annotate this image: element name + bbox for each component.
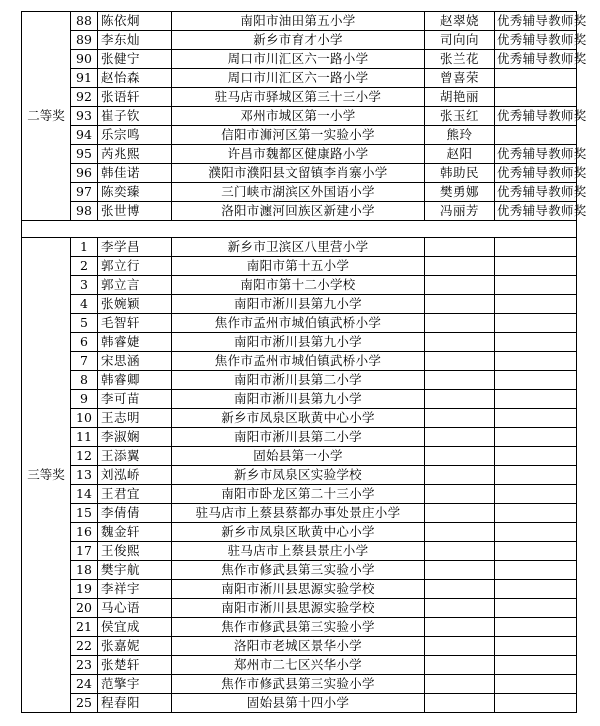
teacher-cell [425, 447, 495, 466]
honor-cell [495, 580, 577, 599]
school-cell: 周口市川汇区六一路小学 [172, 50, 425, 69]
teacher-cell [425, 352, 495, 371]
table-row [22, 675, 577, 694]
student-name-cell: 乐宗鸣 [98, 126, 172, 145]
student-name-cell: 王添翼 [98, 447, 172, 466]
honor-cell [495, 371, 577, 390]
school-cell: 南阳市淅川县思源实验学校 [172, 599, 425, 618]
teacher-cell: 胡艳丽 [425, 88, 495, 107]
honor-cell [495, 295, 577, 314]
table-row [22, 333, 577, 352]
table-row [22, 694, 577, 713]
school-cell: 新乡市凤泉区实验学校 [172, 466, 425, 485]
honor-cell [495, 257, 577, 276]
school-cell: 驻马店市驿城区第三十三小学 [172, 88, 425, 107]
teacher-cell [425, 314, 495, 333]
student-name-cell: 韩睿卿 [98, 371, 172, 390]
honor-cell [495, 504, 577, 523]
table-row [22, 352, 577, 371]
school-cell: 邓州市城区第一小学 [172, 107, 425, 126]
number-cell: 1 [71, 238, 98, 257]
table-row [22, 257, 577, 276]
teacher-cell: 张兰花 [425, 50, 495, 69]
table-row [22, 504, 577, 523]
student-name-cell: 韩佳诺 [98, 164, 172, 183]
table-row [22, 599, 577, 618]
table-row [22, 523, 577, 542]
student-name-cell: 韩睿婕 [98, 333, 172, 352]
student-name-cell: 宋思涵 [98, 352, 172, 371]
school-cell: 南阳市淅川县第九小学 [172, 295, 425, 314]
number-cell: 8 [71, 371, 98, 390]
honor-cell [495, 637, 577, 656]
teacher-cell [425, 295, 495, 314]
student-name-cell: 芮兆熙 [98, 145, 172, 164]
honor-cell [495, 618, 577, 637]
student-name-cell: 李淑娴 [98, 428, 172, 447]
table-row [22, 295, 577, 314]
teacher-cell: 张玉红 [425, 107, 495, 126]
teacher-cell [425, 409, 495, 428]
school-cell: 濮阳市濮阳县文留镇李肖寨小学 [172, 164, 425, 183]
number-cell: 91 [71, 69, 98, 88]
honor-cell: 优秀辅导教师奖 [495, 202, 577, 221]
number-cell: 21 [71, 618, 98, 637]
school-cell: 固始县第一小学 [172, 447, 425, 466]
table-row [22, 145, 577, 164]
teacher-cell [425, 276, 495, 295]
honor-cell [495, 126, 577, 145]
table-row [22, 542, 577, 561]
honor-cell [495, 466, 577, 485]
teacher-cell: 赵阳 [425, 145, 495, 164]
school-cell: 新乡市卫滨区八里营小学 [172, 238, 425, 257]
student-name-cell: 李可苗 [98, 390, 172, 409]
teacher-cell [425, 257, 495, 276]
number-cell: 88 [71, 12, 98, 31]
teacher-cell [425, 618, 495, 637]
honor-cell [495, 523, 577, 542]
teacher-cell: 冯丽芳 [425, 202, 495, 221]
number-cell: 6 [71, 333, 98, 352]
school-cell: 信阳市浉河区第一实验小学 [172, 126, 425, 145]
honor-cell [495, 238, 577, 257]
school-cell: 许昌市魏都区健康路小学 [172, 145, 425, 164]
number-cell: 22 [71, 637, 98, 656]
school-cell: 南阳市淅川县第二小学 [172, 371, 425, 390]
number-cell: 3 [71, 276, 98, 295]
table-row [22, 561, 577, 580]
table-row [22, 371, 577, 390]
table-row [22, 390, 577, 409]
table-row [22, 485, 577, 504]
table-row [22, 276, 577, 295]
honor-cell: 优秀辅导教师奖 [495, 50, 577, 69]
student-name-cell: 李东灿 [98, 31, 172, 50]
school-cell: 南阳市第十五小学 [172, 257, 425, 276]
number-cell: 96 [71, 164, 98, 183]
honor-cell [495, 542, 577, 561]
student-name-cell: 王志明 [98, 409, 172, 428]
teacher-cell: 韩助民 [425, 164, 495, 183]
number-cell: 17 [71, 542, 98, 561]
teacher-cell [425, 238, 495, 257]
teacher-cell [425, 675, 495, 694]
teacher-cell: 曾喜荣 [425, 69, 495, 88]
school-cell: 郑州市二七区兴华小学 [172, 656, 425, 675]
teacher-cell [425, 656, 495, 675]
number-cell: 11 [71, 428, 98, 447]
honor-cell: 优秀辅导教师奖 [495, 145, 577, 164]
student-name-cell: 侯宜成 [98, 618, 172, 637]
number-cell: 97 [71, 183, 98, 202]
student-name-cell: 张语轩 [98, 88, 172, 107]
student-name-cell: 陈依炯 [98, 12, 172, 31]
table-row [22, 164, 577, 183]
separator-cell [22, 221, 577, 238]
table-row [22, 618, 577, 637]
teacher-cell [425, 390, 495, 409]
honor-cell [495, 485, 577, 504]
student-name-cell: 范擎宇 [98, 675, 172, 694]
number-cell: 98 [71, 202, 98, 221]
teacher-cell [425, 561, 495, 580]
table-row [22, 447, 577, 466]
honor-cell [495, 561, 577, 580]
honor-cell: 优秀辅导教师奖 [495, 164, 577, 183]
school-cell: 南阳市卧龙区第二十三小学 [172, 485, 425, 504]
school-cell: 新乡市凤泉区耿黄中心小学 [172, 523, 425, 542]
number-cell: 94 [71, 126, 98, 145]
award-level-cell: 二等奖 [22, 12, 71, 221]
table-row [22, 50, 577, 69]
student-name-cell: 郭立言 [98, 276, 172, 295]
student-name-cell: 赵怡森 [98, 69, 172, 88]
honor-cell [495, 88, 577, 107]
number-cell: 12 [71, 447, 98, 466]
honor-cell [495, 276, 577, 295]
student-name-cell: 李学昌 [98, 238, 172, 257]
award-list-sheet [21, 11, 587, 713]
teacher-cell [425, 333, 495, 352]
award-level-cell: 三等奖 [22, 238, 71, 713]
student-name-cell: 程春阳 [98, 694, 172, 713]
teacher-cell [425, 371, 495, 390]
number-cell: 95 [71, 145, 98, 164]
student-name-cell: 马心语 [98, 599, 172, 618]
award-table-body [22, 12, 587, 713]
teacher-cell: 司向向 [425, 31, 495, 50]
teacher-cell [425, 599, 495, 618]
number-cell: 16 [71, 523, 98, 542]
student-name-cell: 王君宜 [98, 485, 172, 504]
school-cell: 焦作市孟州市城伯镇武桥小学 [172, 352, 425, 371]
student-name-cell: 李倩倩 [98, 504, 172, 523]
number-cell: 4 [71, 295, 98, 314]
table-row [22, 12, 577, 31]
student-name-cell: 张世博 [98, 202, 172, 221]
number-cell: 89 [71, 31, 98, 50]
number-cell: 25 [71, 694, 98, 713]
school-cell: 南阳市淅川县思源实验学校 [172, 580, 425, 599]
table-row [22, 409, 577, 428]
teacher-cell [425, 466, 495, 485]
honor-cell [495, 314, 577, 333]
school-cell: 驻马店市上蔡县蔡都办事处景庄小学 [172, 504, 425, 523]
school-cell: 新乡市凤泉区耿黄中心小学 [172, 409, 425, 428]
table-row [22, 656, 577, 675]
teacher-cell [425, 485, 495, 504]
school-cell: 焦作市孟州市城伯镇武桥小学 [172, 314, 425, 333]
school-cell: 周口市川汇区六一路小学 [172, 69, 425, 88]
teacher-cell [425, 504, 495, 523]
number-cell: 90 [71, 50, 98, 69]
student-name-cell: 张楚轩 [98, 656, 172, 675]
school-cell: 焦作市修武县第三实验小学 [172, 618, 425, 637]
student-name-cell: 郭立行 [98, 257, 172, 276]
honor-cell: 优秀辅导教师奖 [495, 107, 577, 126]
table-row [22, 107, 577, 126]
teacher-cell [425, 694, 495, 713]
school-cell: 南阳市油田第五小学 [172, 12, 425, 31]
number-cell: 10 [71, 409, 98, 428]
honor-cell [495, 333, 577, 352]
teacher-cell [425, 580, 495, 599]
honor-cell: 优秀辅导教师奖 [495, 183, 577, 202]
school-cell: 南阳市淅川县第九小学 [172, 333, 425, 352]
school-cell: 新乡市育才小学 [172, 31, 425, 50]
honor-cell [495, 447, 577, 466]
number-cell: 14 [71, 485, 98, 504]
honor-cell [495, 352, 577, 371]
teacher-cell: 樊勇娜 [425, 183, 495, 202]
honor-cell [495, 428, 577, 447]
number-cell: 15 [71, 504, 98, 523]
number-cell: 9 [71, 390, 98, 409]
school-cell: 驻马店市上蔡县景庄小学 [172, 542, 425, 561]
student-name-cell: 陈奕臻 [98, 183, 172, 202]
table-row [22, 637, 577, 656]
honor-cell [495, 69, 577, 88]
student-name-cell: 张健宁 [98, 50, 172, 69]
teacher-cell: 赵翠娆 [425, 12, 495, 31]
table-row [22, 88, 577, 107]
number-cell: 20 [71, 599, 98, 618]
number-cell: 24 [71, 675, 98, 694]
number-cell: 2 [71, 257, 98, 276]
honor-cell [495, 390, 577, 409]
teacher-cell: 熊玲 [425, 126, 495, 145]
table-row [22, 314, 577, 333]
teacher-cell [425, 428, 495, 447]
school-cell: 洛阳市瀍河回族区新建小学 [172, 202, 425, 221]
group-separator-row [22, 221, 577, 238]
school-cell: 南阳市第十二小学校 [172, 276, 425, 295]
school-cell: 南阳市淅川县第二小学 [172, 428, 425, 447]
school-cell: 三门峡市湖滨区外国语小学 [172, 183, 425, 202]
award-table [21, 11, 587, 713]
number-cell: 23 [71, 656, 98, 675]
table-row [22, 238, 577, 257]
honor-cell: 优秀辅导教师奖 [495, 31, 577, 50]
table-row [22, 580, 577, 599]
table-row [22, 466, 577, 485]
number-cell: 13 [71, 466, 98, 485]
student-name-cell: 魏金轩 [98, 523, 172, 542]
school-cell: 固始县第十四小学 [172, 694, 425, 713]
number-cell: 93 [71, 107, 98, 126]
table-row [22, 183, 577, 202]
table-row [22, 202, 577, 221]
school-cell: 焦作市修武县第三实验小学 [172, 675, 425, 694]
honor-cell [495, 599, 577, 618]
number-cell: 92 [71, 88, 98, 107]
table-row [22, 126, 577, 145]
student-name-cell: 王俊熙 [98, 542, 172, 561]
number-cell: 18 [71, 561, 98, 580]
school-cell: 南阳市淅川县第九小学 [172, 390, 425, 409]
number-cell: 7 [71, 352, 98, 371]
honor-cell: 优秀辅导教师奖 [495, 12, 577, 31]
number-cell: 19 [71, 580, 98, 599]
teacher-cell [425, 523, 495, 542]
student-name-cell: 李祥宇 [98, 580, 172, 599]
student-name-cell: 毛智轩 [98, 314, 172, 333]
student-name-cell: 樊宇航 [98, 561, 172, 580]
number-cell: 5 [71, 314, 98, 333]
student-name-cell: 张婉颖 [98, 295, 172, 314]
student-name-cell: 崔子钦 [98, 107, 172, 126]
teacher-cell [425, 542, 495, 561]
student-name-cell: 张嘉妮 [98, 637, 172, 656]
honor-cell [495, 656, 577, 675]
teacher-cell [425, 637, 495, 656]
student-name-cell: 刘泓峤 [98, 466, 172, 485]
honor-cell [495, 694, 577, 713]
table-row [22, 428, 577, 447]
school-cell: 洛阳市老城区景华小学 [172, 637, 425, 656]
honor-cell [495, 409, 577, 428]
honor-cell [495, 675, 577, 694]
table-row [22, 31, 577, 50]
school-cell: 焦作市修武县第三实验小学 [172, 561, 425, 580]
table-row [22, 69, 577, 88]
